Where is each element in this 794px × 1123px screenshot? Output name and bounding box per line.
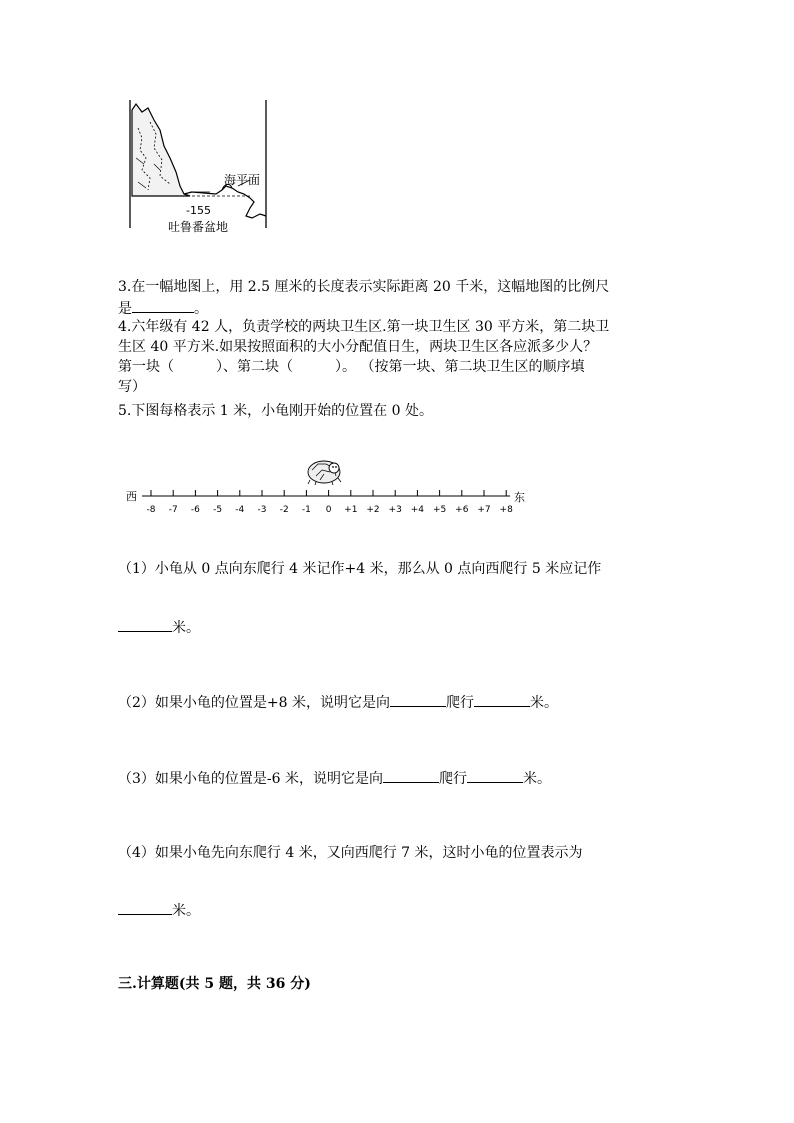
tick-label: -5 bbox=[213, 505, 223, 515]
q3-line1: 3.在一幅地图上，用 2.5 厘米的长度表示实际距离 20 千米，这幅地图的比例尺 bbox=[118, 279, 610, 295]
tick-label: +2 bbox=[366, 505, 380, 515]
q3-prefix: 是 bbox=[118, 301, 132, 317]
tick-label: -3 bbox=[257, 505, 267, 515]
tick-label: 0 bbox=[325, 505, 332, 515]
sub4-answer-blank[interactable] bbox=[118, 900, 172, 915]
tick-label: -6 bbox=[190, 505, 200, 515]
west-label: 西 bbox=[126, 490, 137, 503]
number-line bbox=[120, 452, 530, 522]
sub2-distance-blank[interactable] bbox=[474, 692, 530, 707]
depth-label: -155 bbox=[186, 204, 211, 217]
sea-level-label: 海平面 bbox=[224, 173, 261, 187]
tick-label: -8 bbox=[146, 505, 156, 515]
q3-suffix: 。 bbox=[194, 301, 208, 317]
figure-caption: 吐鲁番盆地 bbox=[168, 220, 229, 234]
turpan-basin-figure bbox=[120, 98, 280, 238]
tick-label: -1 bbox=[301, 505, 311, 515]
sub2-prefix: （2）如果小龟的位置是+8 米，说明它是向 bbox=[118, 695, 390, 711]
sub3-middle: 爬行 bbox=[439, 771, 467, 787]
sub2-suffix: 米。 bbox=[530, 695, 558, 711]
q3-answer-blank[interactable] bbox=[132, 298, 194, 313]
mountain-shape bbox=[132, 104, 190, 196]
sub4-line1: （4）如果小龟先向东爬行 4 米，又向西爬行 7 米，这时小龟的位置表示为 bbox=[118, 845, 583, 861]
tick-label: +1 bbox=[344, 505, 358, 515]
sub3-direction-blank[interactable] bbox=[383, 768, 439, 783]
sub3-suffix: 米。 bbox=[523, 771, 551, 787]
q4-line4: 写） bbox=[118, 379, 146, 395]
q3-line2 bbox=[118, 298, 208, 318]
sub3-line bbox=[118, 768, 551, 788]
sub2-line bbox=[118, 692, 558, 712]
q4-line3: 第一块（ ）、第二块（ ）。 （按第一块、第二块卫生区的顺序填 bbox=[118, 359, 585, 375]
q4-line1: 4.六年级有 42 人，负责学校的两块卫生区.第一块卫生区 30 平方米，第二块卫 bbox=[118, 319, 610, 335]
turtle-icon bbox=[308, 461, 341, 485]
q4-line2: 生区 40 平方米.如果按照面积的大小分配值日生，两块卫生区各应派多少人？ bbox=[118, 339, 598, 355]
sub1-line1: （1）小龟从 0 点向东爬行 4 米记作+4 米，那么从 0 点向西爬行 5 米应记作 bbox=[118, 561, 602, 577]
sub4-line2 bbox=[118, 900, 200, 920]
sub2-direction-blank[interactable] bbox=[390, 692, 446, 707]
sub1-line2 bbox=[118, 617, 200, 637]
tick-label: -7 bbox=[168, 505, 178, 515]
tick-label: -2 bbox=[279, 505, 289, 515]
east-label: 东 bbox=[514, 491, 525, 504]
sub3-distance-blank[interactable] bbox=[467, 768, 523, 783]
sub4-unit: 米。 bbox=[172, 903, 200, 919]
sub1-unit: 米。 bbox=[172, 620, 200, 636]
sub1-answer-blank[interactable] bbox=[118, 617, 172, 632]
tick-label: +7 bbox=[477, 505, 491, 515]
section3-title: 三.计算题(共 5 题，共 36 分) bbox=[118, 976, 311, 992]
q5-intro: 5.下图每格表示 1 米，小龟刚开始的位置在 0 处。 bbox=[118, 403, 433, 419]
tick-label: +4 bbox=[410, 505, 425, 515]
tick-group bbox=[147, 490, 514, 515]
tick-label: +5 bbox=[432, 505, 447, 515]
tick-label: +3 bbox=[388, 505, 402, 515]
sub2-middle: 爬行 bbox=[446, 695, 474, 711]
tick-label: +8 bbox=[499, 505, 513, 515]
tick-label: -4 bbox=[235, 505, 245, 515]
sub3-prefix: （3）如果小龟的位置是-6 米，说明它是向 bbox=[118, 771, 383, 787]
tick-label: +6 bbox=[455, 505, 469, 515]
